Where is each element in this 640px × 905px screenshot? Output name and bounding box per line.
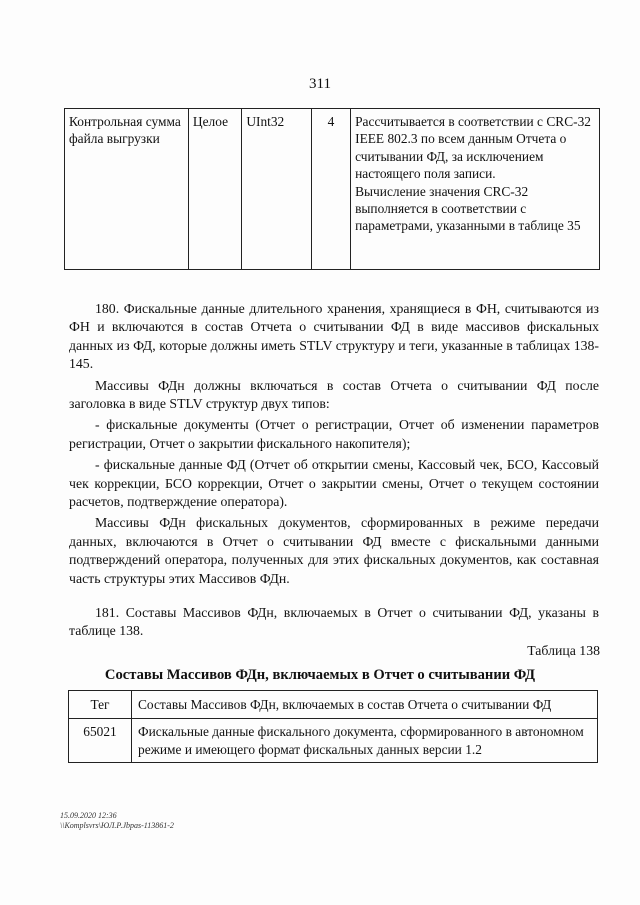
footer-date: 15.09.2020 12:36	[60, 811, 117, 820]
list-item-data: - фискальные данные ФД (Отчет об открытии смены, Кассовый чек, БСО, Кассовый чек коррекции, БСО коррекции, Отчет о закрытии смены, Отчет о текущем состоянии расчетов, подтверждение оператора).	[69, 457, 599, 510]
body-text-181	[69, 604, 599, 641]
tag-cell: 65021	[69, 719, 132, 763]
header-tag: Тег	[69, 691, 132, 719]
field-type-cell: Целое	[188, 109, 241, 270]
page-number: 311	[309, 76, 331, 92]
paragraph-transfer: Массивы ФДн фискальных документов, сформированных в режиме передачи данных, включаются в Отчет о считывании ФД вместе с фискальными данными подтверждений оператора, полученных для этих фискальных документов, как составная часть структуры этих Массивов ФДн.	[69, 515, 599, 586]
footer-path: \\Komplsvrs\ЮЛ.Р.Jbpas-113861-2	[60, 821, 174, 830]
list-item-documents: - фискальные документы (Отчет о регистрации, Отчет об изменении параметров регистрации, Отчет о закрытии фискального накопителя);	[69, 417, 599, 451]
body-text	[69, 300, 599, 588]
field-length-cell: 4	[311, 109, 350, 270]
table-title: Составы Массивов ФДн, включаемых в Отчет о считывании ФД	[104, 667, 536, 683]
paragraph-181: 181. Составы Массивов ФДн, включаемых в Отчет о считывании ФД, указаны в таблице 138.	[69, 605, 599, 639]
header-composition: Составы Массивов ФДн, включаемых в состав Отчета о считывании ФД	[132, 691, 598, 719]
table-label: Таблица 138	[527, 643, 600, 658]
table-row	[65, 109, 600, 270]
field-format-cell: UInt32	[242, 109, 312, 270]
table-138	[68, 690, 598, 763]
description-line: Рассчитывается в соответствии с CRC-32 IEEE 802.3 по всем данным Отчета о считывании ФД, за исключением настоящего поля записи.	[355, 114, 591, 182]
footer-stamp	[60, 811, 174, 831]
paragraph-180: 180. Фискальные данные длительного хранения, хранящиеся в ФН, считываются из ФН и включаются в состав Отчета о считывании ФД в виде массивов фискальных данных из ФД, которые должны иметь STLV структуру и теги, указанные в таблицах 138-145.	[69, 301, 599, 372]
paragraph-arrays: Массивы ФДн должны включаться в состав Отчета о считывании ФД после заголовка в виде STLV структур двух типов:	[69, 377, 599, 412]
composition-cell: Фискальные данные фискального документа, сформированного в автономном режиме и имеющего формат фискальных данных версии 1.2	[132, 719, 598, 763]
field-description-cell	[351, 109, 600, 270]
table-row	[69, 719, 598, 763]
table-header-row	[69, 691, 598, 719]
description-line: Вычисление значения CRC-32 выполняется в соответствии с параметрами, указанными в таблице 35	[355, 183, 581, 234]
field-name-cell: Контрольная сумма файла выгрузки	[65, 109, 189, 270]
continuation-table	[64, 108, 600, 270]
